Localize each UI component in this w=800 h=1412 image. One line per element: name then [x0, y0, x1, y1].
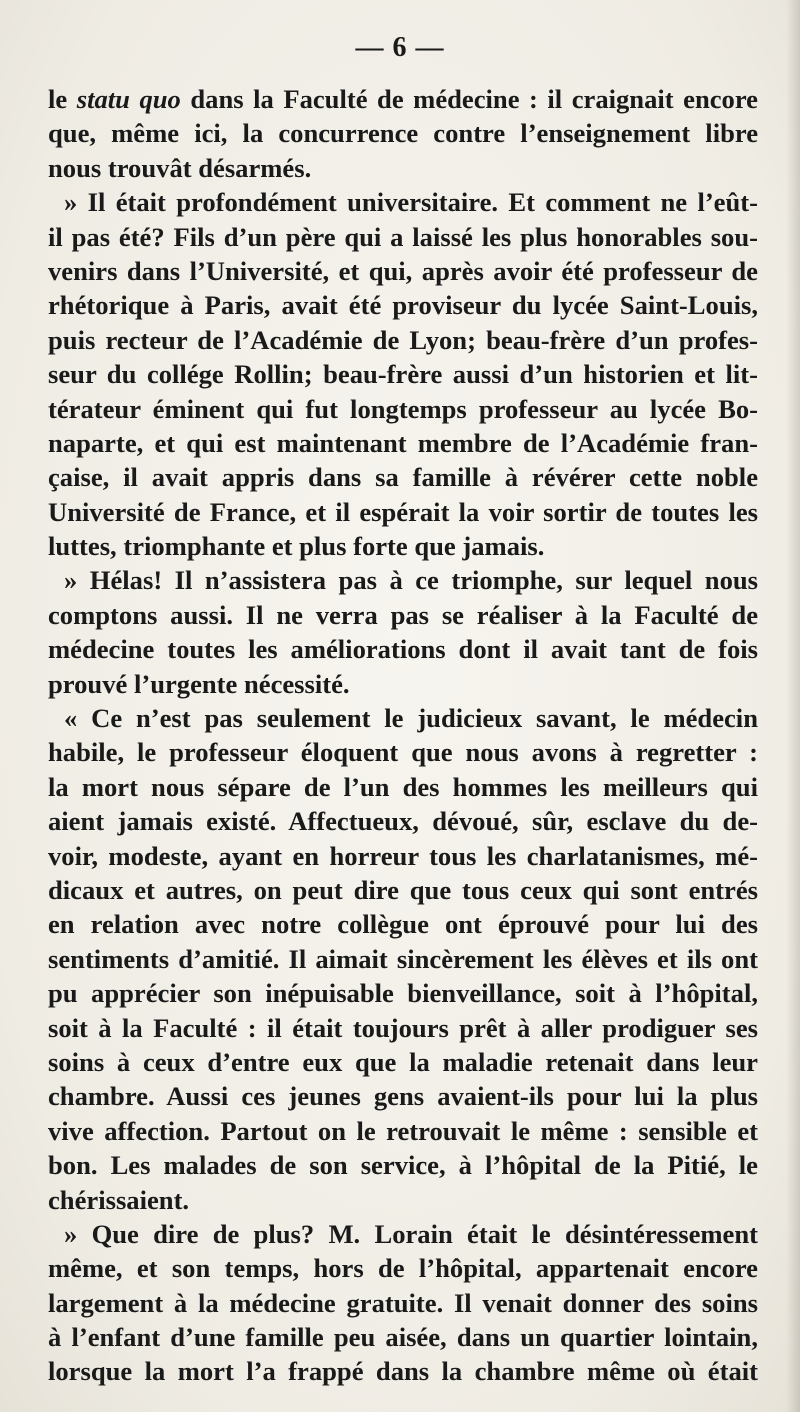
text-line: habile, le professeur éloquent que nous avons à regretter : — [48, 737, 758, 768]
text-line: nous trouvât désarmés. — [48, 152, 312, 183]
text-line: » Il était profondément universitaire. Et comment ne l’eût- — [64, 187, 758, 218]
text-line: luttes, triomphante et plus forte que jamais. — [48, 531, 545, 562]
text-line: Université de France, et il espérait la voir sortir de toutes les — [48, 496, 758, 527]
text-line: le statu quo dans la Faculté de médecine : il craignait encore — [48, 84, 758, 114]
text-line: rhétorique à Paris, avait été proviseur du lycée Saint-Louis, — [48, 290, 758, 321]
text-line: seur du collége Rollin; beau-frère aussi d’un historien et lit- — [48, 359, 758, 390]
text-line: en relation avec notre collègue ont éprouvé pour lui des — [48, 909, 758, 940]
italic-phrase: statu quo — [76, 84, 181, 114]
text-line: sentiments d’amitié. Il aimait sincèrement les élèves et ils ont — [48, 943, 758, 974]
text-line: » Hélas! Il n’assistera pas à ce triomphe, sur lequel nous — [64, 565, 758, 596]
text-line: que, même ici, la concurrence contre l’enseignement libre — [48, 118, 758, 149]
text-line: bon. Les malades de son service, à l’hôpital de la Pitié, le — [48, 1150, 758, 1181]
text-line: comptons aussi. Il ne verra pas se réaliser à la Faculté de — [48, 599, 758, 630]
text-line: prouvé l’urgente nécessité. — [48, 668, 350, 699]
text-line: dicaux et autres, on peut dire que tous ceux qui sont entrés — [48, 874, 758, 905]
text-line: la mort nous sépare de l’un des hommes les meilleurs qui — [48, 771, 758, 802]
text-line: soit à la Faculté : il était toujours prêt à aller prodiguer ses — [48, 1012, 758, 1043]
text-line: chérissaient. — [48, 1184, 190, 1215]
text-line: naparte, et qui est maintenant membre de l’Académie fran- — [48, 427, 758, 458]
text-line: largement à la médecine gratuite. Il venait donner des soins — [48, 1287, 758, 1318]
text-line: médecine toutes les améliorations dont il avait tant de fois — [48, 634, 758, 665]
text-line: puis recteur de l’Académie de Lyon; beau-frère d’un profes- — [48, 324, 758, 355]
text-line: aient jamais existé. Affectueux, dévoué, sûr, esclave du de- — [48, 806, 758, 837]
text-line: lorsque la mort l’a frappé dans la chambre même où était — [48, 1356, 758, 1387]
text-line: soins à ceux d’entre eux que la maladie retenait dans leur — [48, 1046, 758, 1077]
text-line: même, et son temps, hors de l’hôpital, appartenait encore — [48, 1253, 758, 1284]
text-line: pu apprécier son inépuisable bienveillance, soit à l’hôpital, — [48, 978, 758, 1009]
text-line: térateur éminent qui fut longtemps professeur au lycée Bo- — [48, 393, 758, 424]
text-line: « Ce n’est pas seulement le judicieux savant, le médecin — [64, 703, 758, 734]
page-edge-shadow — [786, 0, 800, 1412]
text-line: à l’enfant d’une famille peu aisée, dans un quartier lointain, — [48, 1322, 758, 1353]
text-line: voir, modeste, ayant en horreur tous les charlatanismes, mé- — [48, 840, 758, 871]
text-line: il pas été? Fils d’un père qui a laissé les plus honorables sou- — [48, 221, 758, 252]
text-line: venirs dans l’Université, et qui, après avoir été professeur de — [48, 255, 758, 286]
body-text — [48, 82, 758, 1389]
text-line: çaise, il avait appris dans sa famille à révérer cette noble — [48, 462, 758, 493]
text-line: » Que dire de plus? M. Lorain était le désintéressement — [64, 1218, 758, 1249]
text-line: chambre. Aussi ces jeunes gens avaient-ils pour lui la plus — [48, 1081, 758, 1112]
text-line: vive affection. Partout on le retrouvait le même : sensible et — [48, 1115, 758, 1146]
page-number: — 6 — — [355, 32, 445, 63]
